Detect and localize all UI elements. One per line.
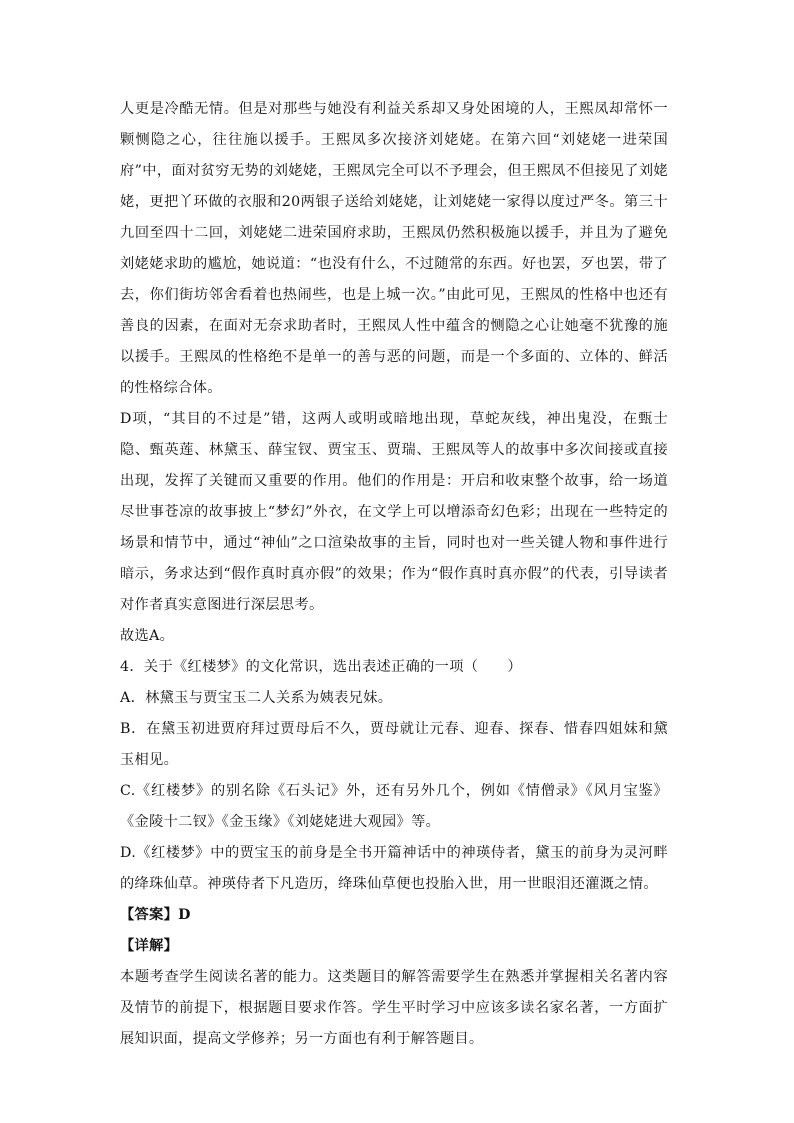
question-4-stem: 4．关于《红楼梦》的文化常识，选出表述正确的一项（ ） xyxy=(120,659,522,675)
question-4-option-a: A．林黛玉与贾宝玉二人关系为姨表兄妹。 xyxy=(120,690,393,706)
detail-label: 【详解】 xyxy=(120,938,179,954)
analysis-paragraph-d: D项，“其目的不过是”错，这两人或明或暗地出现，草蛇灰线，神出鬼没，在甄士隐、甄英莲、林黛玉、薛宝钗、贾宝玉、贾瑞、王熙凤等人的故事中多次间接或直接出现，发挥了关键而又重要的作用。他们的作用是：开启和收束整个故事，给一场道尽世事苍凉的故事披上“梦幻”外衣，在文学上可以增添奇幻色彩；出现在一些特定的场景和情节中，通过“神仙”之口渲染故事的主旨，同时也对一些关键人物和事件进行暗示，务求达到“假作真时真亦假”的效果；作为“假作真时真亦假”的代表，引导读者对作者真实意图进行深层思考。 xyxy=(120,411,668,613)
choose-answer-line: 故选A。 xyxy=(120,628,175,644)
question-4-option-d: D.《红楼梦》中的贾宝玉的前身是全书开篇神话中的神瑛侍者，黛玉的前身为灵河畔的绛珠仙草。神瑛侍者下凡造历，绛珠仙草便也投胎入世，用一世眼泪还灌溉之情。 xyxy=(120,845,668,892)
question-4-option-c: C.《红楼梦》的别名除《石头记》外，还有另外几个，例如《情僧录》《风月宝鉴》《金陵十二钗》《金玉缘》《刘姥姥进大观园》等。 xyxy=(120,783,668,830)
answer-label: 【答案】D xyxy=(120,907,191,923)
document-page xyxy=(120,94,668,1055)
analysis-paragraph-c: 人更是冷酷无情。但是对那些与她没有利益关系却又身处困境的人，王熙凤却常怀一颗恻隐之心，往往施以援手。王熙凤多次接济刘姥姥。在第六回“刘姥姥一进荣国府”中，面对贫穷无势的刘姥姥，王熙凤完全可以不予理会，但王熙凤不但接见了刘姥姥，更把丫环做的衣服和20两银子送给刘姥姥，让刘姥姥一家得以度过严冬。第三十九回至四十二回，刘姥姥二进荣国府求助，王熙凤仍然积极施以援手，并且为了避免刘姥姥求助的尴尬，她说道：“也没有什么，不过随常的东西。好也罢，歹也罢，带了去，你们街坊邻舍看着也热闹些，也是上城一次。”由此可见，王熙凤的性格中也还有善良的因素，在面对无奈求助者时，王熙凤人性中蕴含的恻隐之心让她毫不犹豫的施以援手。王熙凤的性格绝不是单一的善与恶的问题，而是一个多面的、立体的、鲜活的性格综合体。 xyxy=(120,101,668,396)
detail-paragraph: 本题考查学生阅读名著的能力。这类题目的解答需要学生在熟悉并掌握相关名著内容及情节的前提下，根据题目要求作答。学生平时学习中应该多读名家名著，一方面扩展知识面，提高文学修养；另一方面也有利于解答题目。 xyxy=(120,969,668,1047)
question-4-option-b: B．在黛玉初进贾府拜过贾母后不久，贾母就让元春、迎春、探春、惜春四姐妹和黛玉相见。 xyxy=(120,721,668,768)
